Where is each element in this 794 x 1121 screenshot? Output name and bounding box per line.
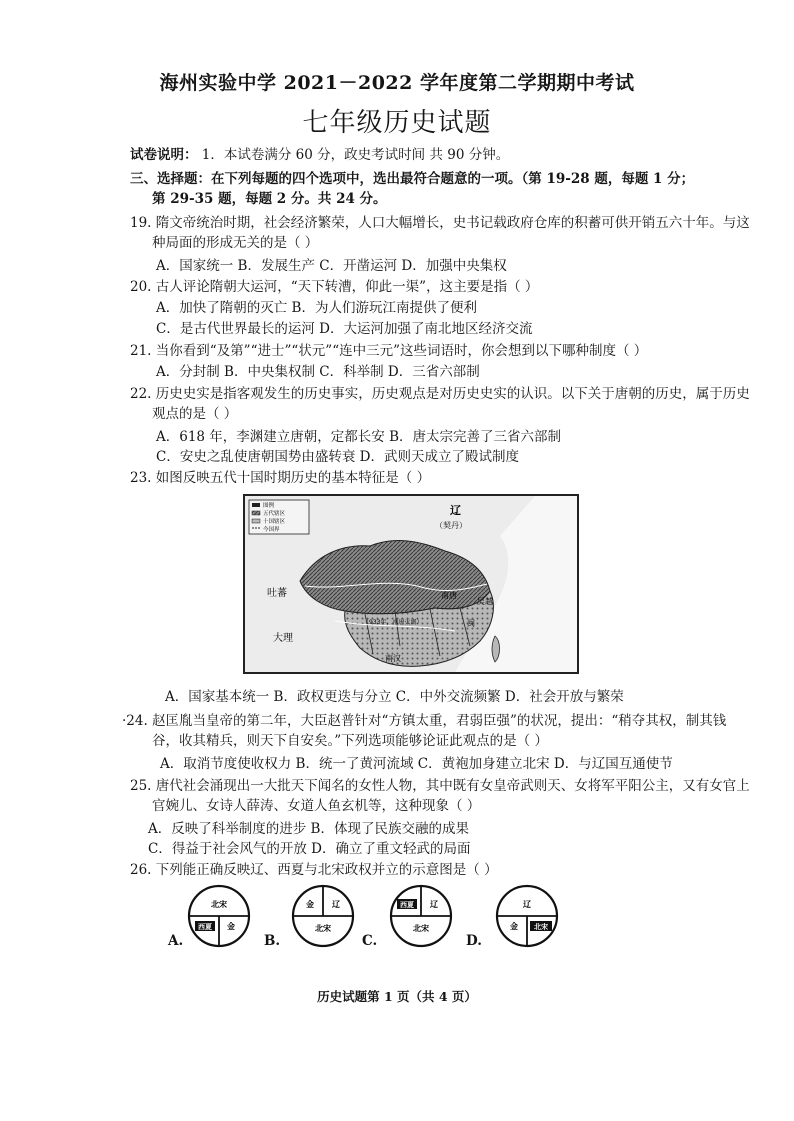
question-stem-cont: 官婉儿、女诗人薛涛、女道人鱼玄机等，这种现象（ ） <box>152 798 481 814</box>
legend-item: 今国界 <box>263 527 280 533</box>
question-stem: 唐代社会涌现出一大批天下闻名的女性人物，其中既有女皇帝武则天、女将军平阳公主，又有女官上 <box>155 778 750 794</box>
diagram-label: 金 <box>306 900 314 909</box>
question-stem-cont: 观点的是（ ） <box>152 406 238 422</box>
question-stem: 下列能正确反映辽、西夏与北宋政权并立的示意图是（ ） <box>155 862 498 878</box>
question-stem-cont: 种局面的形成无关的是（ ） <box>152 235 319 251</box>
instructions-label: 试卷说明： <box>130 147 198 163</box>
diagram-label: 金 <box>510 922 518 931</box>
diagram-d <box>494 883 560 949</box>
map-label-nantang: 南唐 <box>441 591 457 600</box>
question-number: ·24. <box>122 713 148 729</box>
exam-subtitle: 七年级历史试题 <box>302 108 492 138</box>
question-19 <box>130 214 750 232</box>
question-options: C．是古代世界最长的运河 D．大运河加强了南北地区经济交流 <box>156 321 533 337</box>
question-options: C．得益于社会风气的开放 D．确立了重文轻武的局面 <box>148 841 471 857</box>
question-25 <box>130 777 750 795</box>
question-options: A．加快了隋朝的灭亡 B．为人们游玩江南提供了便利 <box>156 300 477 316</box>
question-number: 23. <box>130 470 152 486</box>
diagram-label: 辽 <box>430 900 438 909</box>
diagram-a <box>186 883 252 949</box>
diagram-label: 北宋 <box>534 923 548 931</box>
question-number: 25. <box>130 778 152 794</box>
question-stem-cont: 谷，收其精兵，则天下自安矣。”下列选项能够论证此观点的是（ ） <box>152 733 548 749</box>
section-heading-line2: 第 29-35 题，每题 2 分。共 24 分。 <box>152 191 387 207</box>
question-number: 26. <box>130 862 152 878</box>
diagram-label: 金 <box>227 922 235 931</box>
question-options: A．反映了科举制度的进步 B．体现了民族交融的成果 <box>148 821 469 837</box>
question-stem: 历史史实是指客观发生的历史事实，历史观点是对历史史实的认识。以下关于唐朝的历史，属于历史 <box>155 386 750 402</box>
map-label-nanhan: 南汉 <box>385 654 401 663</box>
question-options: A．取消节度使收权力 B．统一了黄河流域 C．黄袍加身建立北宋 D．与辽国互通使节 <box>160 756 673 772</box>
question-20 <box>130 278 538 296</box>
map-label-min: 闽 <box>467 619 475 628</box>
page-footer: 历史试题第 1 页（共 4 页） <box>317 989 477 1004</box>
exam-title: 海州实验中学 2021－2022 学年度第二学期期中考试 <box>159 72 635 94</box>
question-options: A．618 年，李渊建立唐朝，定都长安 B．唐太宗完善了三省六部制 <box>156 429 562 445</box>
question-number: 19. <box>130 215 152 231</box>
question-21 <box>130 342 647 360</box>
diagram-label: 辽 <box>332 900 340 909</box>
question-options: A．分封制 B．中央集权制 C．科举制 D．三省六部制 <box>156 364 480 380</box>
section-heading-line1: 三、选择题：在下列每题的四个选项中，选出最符合题意的一项。（第 19-28 题，每题 1 分； <box>130 171 695 187</box>
diagram-label: 西夏 <box>198 923 212 931</box>
question-stem: 古人评论隋朝大运河，“天下转漕，仰此一渠”，这主要是指（ ） <box>155 279 539 295</box>
diagram-b <box>290 883 356 949</box>
question-number: 21. <box>130 343 152 359</box>
question-26 <box>130 861 498 879</box>
legend-title: 图例 <box>263 503 275 509</box>
legend-item: 十国辖区 <box>263 519 286 525</box>
question-number: 22. <box>130 386 152 402</box>
diagram-label: 北宋 <box>315 924 331 933</box>
diagram-label: 辽 <box>523 900 531 909</box>
question-24 <box>122 712 726 730</box>
question-number: 20. <box>130 279 152 295</box>
instructions <box>130 146 509 164</box>
map-label-tubo: 吐蕃 <box>267 588 287 599</box>
question-stem: 赵匡胤当皇帝的第二年，大臣赵普针对“方镇太重，君弱臣强”的状况，提出：“稍夺其权，制其钱 <box>152 713 727 729</box>
question-options: A．国家统一 B．发展生产 C．开凿运河 D．加强中央集权 <box>156 258 507 274</box>
legend-item: 五代辖区 <box>263 511 286 517</box>
question-options: A．国家基本统一 B．政权更迭与分立 C．中外交流频繁 D．社会开放与繁荣 <box>165 689 624 705</box>
diagram-option-a: A. <box>168 933 184 949</box>
map-graphic <box>245 496 577 672</box>
diagram-option-b: B. <box>264 933 281 949</box>
instructions-text: 1．本试卷满分 60 分，政史考试时间 共 90 分钟。 <box>201 147 510 163</box>
question-stem: 如图反映五代十国时期历史的基本特征是（ ） <box>155 470 431 486</box>
diagram-label: 北宋 <box>211 900 227 909</box>
map-label-wuyue: 吴越 <box>477 597 493 606</box>
question-stem: 当你看到“及第”“进士”“状元”“连中三元”这些词语时，你会想到以下哪种制度（ ） <box>155 343 648 359</box>
map-annotation: （933年，南唐灭闽） <box>363 619 423 626</box>
diagram-option-d: D. <box>466 933 482 949</box>
map-label-liao: 辽 <box>450 504 461 517</box>
question-22 <box>130 385 750 403</box>
question-stem: 隋文帝统治时期，社会经济繁荣，人口大幅增长，史书记载政府仓库的积蓄可供开销五六十年。与这 <box>155 215 750 231</box>
question-options: C．安史之乱使唐朝国势由盛转衰 D．武则天成立了殿试制度 <box>156 449 519 465</box>
map-label-dali: 大理 <box>273 633 293 644</box>
map-label-qidan: （契丹） <box>435 521 467 530</box>
question-23 <box>130 469 430 487</box>
diagram-option-c: C. <box>362 933 378 949</box>
diagram-c <box>388 883 454 949</box>
five-dynasties-map <box>243 494 579 674</box>
diagram-label: 西夏 <box>400 901 414 909</box>
diagram-label: 北宋 <box>413 924 429 933</box>
